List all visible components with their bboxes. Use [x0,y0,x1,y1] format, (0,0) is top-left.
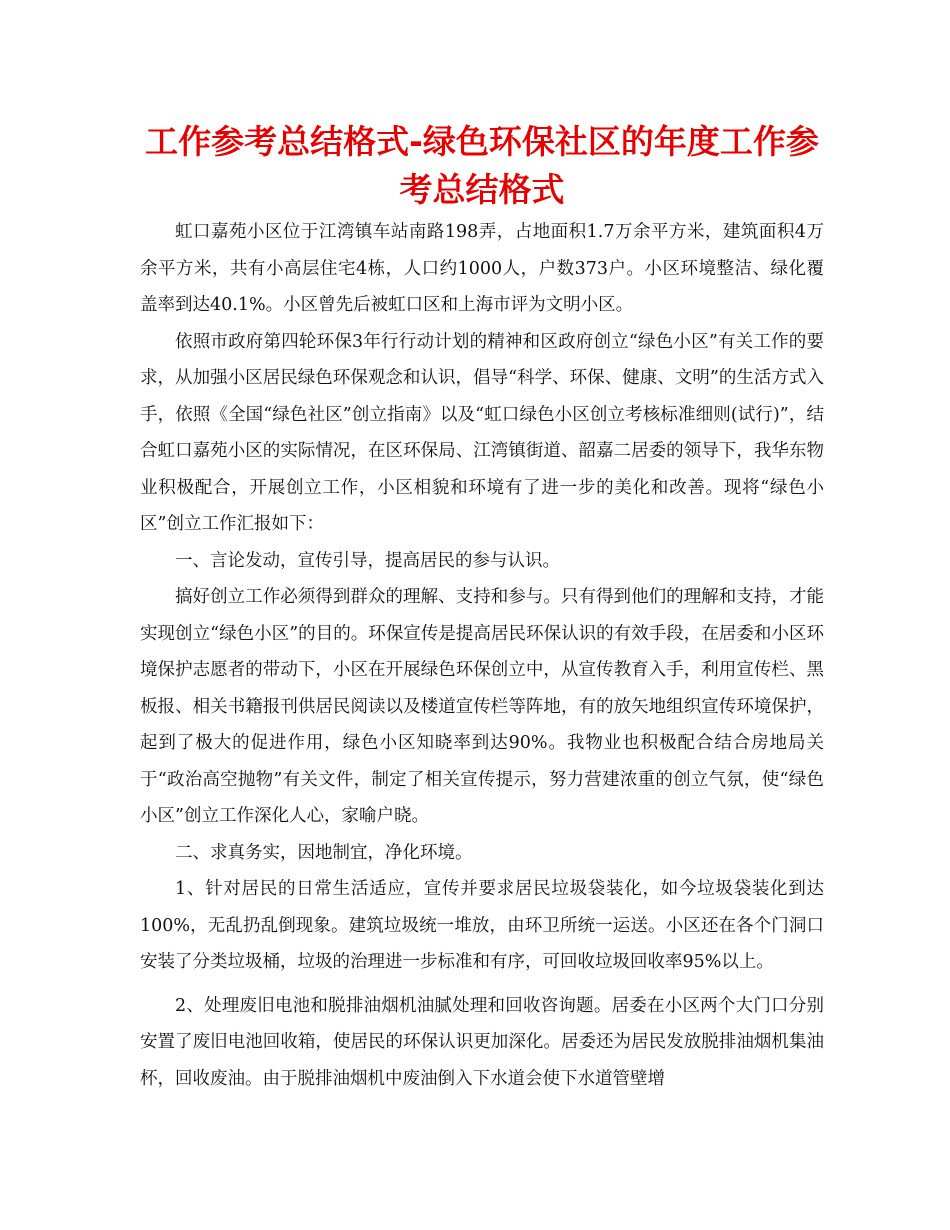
section-heading-2: 二、求真务实，因地制宜，净化环境。 [175,842,473,863]
paragraph-publicity: 搞好创立工作必须得到群众的理解、支持和参与。只有得到他们的理解和支持，才能实现创立“绿色小区”的目的。环保宣传是提高居民环保认识的有效手段，在居委和小区环境保护志愿者的带动下，小区在开展绿色环保创立中，从宣传教育入手，利用宣传栏、黑板报、相关书籍报刊供居民阅读以及楼道宣传栏等阵地，有的放矢地组织宣传环境保护，起到了极大的促进作用，绿色小区知晓率到达90%。我物业也积极配合结合房地局关于“政治高空抛物”有关文件，制定了相关宣传提示，努力营建浓重的创立气氛，使“绿色小区”创立工作深化人心，家喻户晓。 [140,587,824,826]
paragraph-intro: 虹口嘉苑小区位于江湾镇车站南路198弄，占地面积1.7万余平方米，建筑面积4万余平方米，共有小高层住宅4栋，人口约1000人，户数373户。小区环境整洁、绿化覆盖率到达40.1%。小区曾先后被虹口区和上海市评为文明小区。 [140,222,824,315]
paragraph-background: 依照市政府第四轮环保3年行行动计划的精神和区政府创立“绿色小区”有关工作的要求，从加强小区居民绿色环保观念和认识，倡导“科学、环保、健康、文明”的生活方式入手，依照《全国“绿色社区”创立指南》以及“虹口绿色小区创立考核标准细则(试行)”，结合虹口嘉苑小区的实际情况，在区环保局、江湾镇街道、韶嘉二居委的领导下，我华东物业积极配合，开展创立工作，小区相貌和环境有了进一步的美化和改善。现将“绿色小区”创立工作汇报如下： [140,331,824,534]
paragraph-item-1: 1、针对居民的日常生活适应，宣传并要求居民垃圾袋装化，如今垃圾袋装化到达100%，无乱扔乱倒现象。建筑垃圾统一堆放，由环卫所统一运送。小区还在各个门洞口安装了分类垃圾桶，垃圾的治理进一步标准和有序，可回收垃圾回收率95%以上。 [140,879,824,972]
paragraph-item-2: 2、处理废旧电池和脱排油烟机油腻处理和回收咨询题。居委在小区两个大门口分别安置了废旧电池回收箱，使居民的环保认识更加深化。居委还为居民发放脱排油烟机集油杯，回收废油。由于脱排油烟机中废油倒入下水道会使下水道管壁增 [140,995,824,1089]
section-heading-1: 一、言论发动，宣传引导，提高居民的参与认识。 [175,550,560,571]
document-body [140,214,824,1097]
document-title: 工作参考总结格式-绿色环保社区的年度工作参考总结格式 [145,122,819,209]
document-page [140,118,824,1097]
